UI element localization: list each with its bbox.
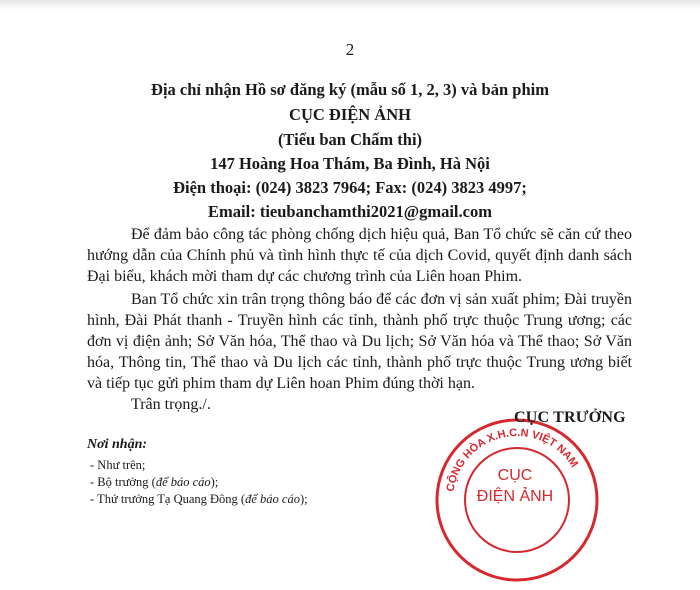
- recipient-note: để báo cáo: [245, 492, 300, 506]
- seal-center-line2: ĐIỆN ẢNH: [476, 488, 554, 505]
- scan-edge-shadow: [0, 0, 700, 10]
- phone-fax: Điện thoại: (024) 3823 7964; Fax: (024) 3823 4997;: [173, 178, 527, 197]
- recipient-text: - Thứ trưởng Tạ Quang Đông (: [90, 492, 246, 506]
- paragraph-notice: [87, 289, 632, 394]
- recipient-text: - Bộ trưởng (: [90, 475, 156, 489]
- official-seal: [427, 410, 607, 590]
- recipients-label: Nơi nhận:: [87, 437, 148, 452]
- org-name: CỤC ĐIỆN ẢNH: [289, 105, 411, 124]
- recipient-item: [90, 458, 145, 473]
- recipient-close: );: [299, 492, 308, 506]
- seal-center-line1: CỤC: [497, 467, 533, 484]
- paragraph-covid: [87, 224, 632, 287]
- email: Email: tieubanchamthi2021@gmail.com: [208, 202, 492, 221]
- signoff: Trân trọng./.: [131, 396, 211, 413]
- recipient-note: để báo cáo: [155, 475, 211, 489]
- address: 147 Hoàng Hoa Thám, Ba Đình, Hà Nội: [210, 154, 490, 173]
- seal-ring-text: CỘNG HÒA X.H.C.N VIỆT NAM: [444, 426, 581, 493]
- org-sub: (Tiểu ban Chấm thi): [277, 130, 423, 149]
- recipient-text: - Như trên;: [90, 458, 146, 472]
- recipient-item: [90, 475, 218, 490]
- paragraph-text: Để đảm bảo công tác phòng chống dịch hiệu quả, Ban Tổ chức sẽ căn cứ theo hướng dẫn của Chính phủ và tình hình thực tế của dịch Covid, quyết định danh sách Đại biểu, khách mời tham dự các chương trình của Liên hoan Phim.: [87, 226, 632, 285]
- header-line: Địa chỉ nhận Hồ sơ đăng ký (mẫu số 1, 2, 3) và bản phim: [151, 80, 549, 99]
- page-number: 2: [345, 40, 355, 59]
- recipient-close: );: [210, 475, 219, 489]
- paragraph-text: Ban Tổ chức xin trân trọng thông báo để các đơn vị sản xuất phim; Đài truyền hình, Đài Phát thanh - Truyền hình các tỉnh, thành phố trực thuộc Trung ương; các đơn vị điện ảnh; Sở Văn hóa, Thể thao và Du lịch; Sở Văn hóa và Thể thao; Sở Văn hóa, Thông tin, Thể thao và Du lịch các tỉnh, thành phố trực thuộc Trung ương biết và tiếp tục gửi phim tham dự Liên hoan Phim đúng thời hạn.: [87, 291, 632, 392]
- signature-title: CỤC TRƯỞNG: [514, 409, 626, 426]
